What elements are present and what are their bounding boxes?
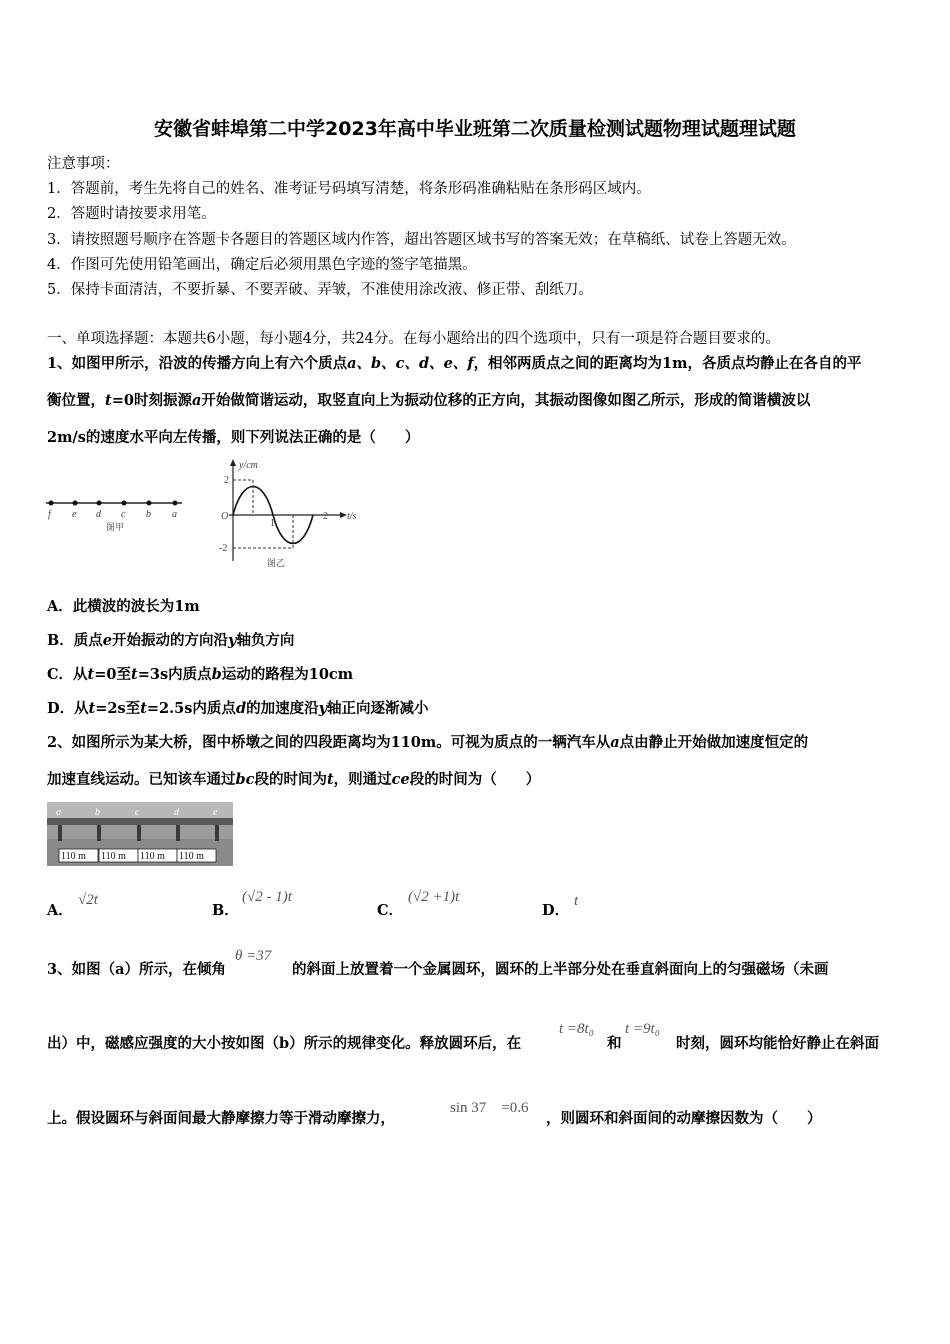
q1-text: =0时刻振源 — [111, 392, 192, 409]
q2-option-b-label[interactable]: B． — [212, 902, 239, 919]
x-tick-label: 1 — [270, 518, 275, 529]
q3-and: 和 — [607, 1035, 622, 1052]
y-axis-label: y/cm — [239, 460, 258, 471]
particle-label: b — [146, 509, 151, 520]
span-label: 110 m — [101, 851, 126, 862]
q1-option-a[interactable]: A．此横波的波长为1m — [47, 598, 200, 615]
bridge-pier — [215, 825, 219, 841]
q1-var: t — [105, 392, 112, 409]
x-axis-label: t/s — [347, 511, 357, 522]
opt-text: =3s内质点 — [137, 666, 212, 683]
particle-label: a — [172, 509, 177, 520]
q2-option-b-value: (√2 - 1)t — [242, 889, 292, 905]
opt-var: e — [102, 632, 112, 649]
pier-label: c — [135, 807, 140, 818]
notice-item: 5．保持卡面清洁，不要折暴、不要弄破、弄皱，不准使用涂改液、修正带、刮纸刀。 — [47, 282, 593, 298]
span-label: 110 m — [61, 851, 86, 862]
q2-option-d-label[interactable]: D． — [542, 902, 570, 919]
particle-label: e — [72, 509, 77, 520]
opt-text: B．质点 — [47, 632, 103, 649]
particle-dot — [73, 501, 78, 506]
pier-label: e — [213, 807, 218, 818]
opt-var: t — [88, 700, 96, 717]
opt-text: 运动的路程为10cm — [221, 666, 354, 683]
q2-option-a-label[interactable]: A． — [47, 902, 73, 919]
y-tick-label: 2 — [224, 475, 229, 486]
bridge-pier — [137, 825, 141, 841]
q1-line2 — [47, 389, 810, 410]
opt-text: C．从 — [47, 666, 88, 683]
q1-option-d[interactable] — [47, 697, 429, 718]
bridge-deck — [47, 818, 233, 825]
q1-line1 — [47, 352, 862, 373]
q3-line1-pre: 3、如图（a）所示，在倾角 — [47, 961, 226, 978]
opt-text: 轴负方向 — [236, 632, 295, 649]
x-axis-arrow — [340, 512, 347, 518]
x-tick-label: 2 — [323, 511, 328, 522]
opt-text: =2s至 — [95, 700, 141, 717]
bridge-pier — [97, 825, 101, 841]
q1-text: 1、如图甲所示，沿波的传播方向上有六个质点 — [47, 355, 348, 372]
pier-label: a — [56, 807, 61, 818]
q2-option-c-label[interactable]: C． — [377, 902, 404, 919]
figure-a — [40, 490, 190, 535]
opt-var: b — [211, 666, 222, 683]
particle-dot — [173, 501, 178, 506]
notice-item: 4．作图可先使用铅笔画出，确定后必须用黑色字迹的签字笔描黑。 — [47, 257, 477, 273]
span-label: 110 m — [140, 851, 165, 862]
y-axis-arrow — [230, 459, 236, 466]
span-label: 110 m — [179, 851, 204, 862]
q1-var: a — [191, 392, 202, 409]
figure-caption: 图甲 — [106, 522, 125, 532]
bridge-figure — [47, 802, 233, 866]
bridge-sky — [47, 802, 233, 818]
q2-var: t — [326, 771, 334, 788]
q1-points: a、b、c、d、e、f — [347, 355, 474, 372]
q3-line3-pre: 上。假设圆环与斜面间最大静摩擦力等于滑动摩擦力， — [47, 1110, 395, 1127]
opt-var: t — [140, 700, 147, 717]
notice-item: 3．请按照题号顺序在答题卡各题目的答题区域内作答，超出答题区域书写的答案无效；在草稿纸、试卷上答题无效。 — [47, 232, 796, 248]
q2-text: 段的时间为（ ） — [409, 771, 541, 788]
q2-line2 — [47, 768, 540, 789]
q3-angle-math: θ =37 — [235, 948, 272, 964]
particle-label: c — [121, 509, 126, 520]
q3-time-math-2: t =9t₀ — [625, 1021, 660, 1037]
opt-var: t — [131, 666, 138, 683]
particle-label: d — [96, 509, 101, 520]
q2-var: bc — [235, 771, 255, 788]
q1-line3: 2m/s的速度水平向左传播，则下列说法正确的是（ ） — [47, 429, 420, 446]
opt-text: D．从 — [47, 700, 89, 717]
q2-text: 加速直线运动。已知该车通过 — [47, 771, 236, 788]
q1-text: ，相邻两质点之间的距离均为1m，各质点均静止在各自的平 — [473, 355, 862, 372]
opt-text: 开始振动的方向沿 — [112, 632, 228, 649]
figure-b — [215, 456, 365, 568]
particle-dot — [97, 501, 102, 506]
q2-var: ce — [391, 771, 410, 788]
q2-option-c-value: (√2 +1)t — [408, 889, 460, 905]
particle-dot — [122, 501, 127, 506]
notice-item: 2．答题时请按要求用笔。 — [47, 206, 216, 222]
section-heading: 一、单项选择题：本题共6小题，每小题4分，共24分。在每小题给出的四个选项中，只有一项是符合题目要求的。 — [47, 331, 780, 347]
opt-var: d — [235, 700, 247, 717]
q2-text: 2、如图所示为某大桥，图中桥墩之间的四段距离均为110m。可视为质点的一辆汽车从 — [47, 734, 611, 751]
q2-text: 点由静止开始做加速度恒定的 — [619, 734, 809, 751]
q1-option-b[interactable] — [47, 629, 294, 650]
opt-text: =0至 — [94, 666, 131, 683]
q3-line2-pre: 出）中，磁感应强度的大小按如图（b）所示的规律变化。释放圆环后，在 — [47, 1035, 522, 1052]
opt-var: y — [228, 632, 237, 649]
bridge-pier — [176, 825, 180, 841]
opt-text: 轴正向逐渐减小 — [327, 700, 429, 717]
q2-option-a-value: √2t — [78, 892, 98, 908]
particle-label: f — [48, 509, 51, 520]
q3-line2-post: 时刻，圆环均能恰好静止在斜面 — [676, 1035, 879, 1052]
particle-dot — [147, 501, 152, 506]
opt-text: 的加速度沿 — [246, 700, 319, 717]
particle-dot — [49, 501, 54, 506]
figure-caption: 图乙 — [267, 558, 286, 568]
pier-label: b — [95, 807, 100, 818]
q3-time-math-1: t =8t₀ — [559, 1021, 594, 1037]
q1-option-c[interactable] — [47, 663, 353, 684]
q1-text: 开始做简谐运动，取竖直向上为振动位移的正方向，其振动图像如图乙所示，形成的简谐横波以 — [201, 392, 811, 409]
pier-label: d — [174, 807, 179, 818]
page-title: 安徽省蚌埠第二中学2023年高中毕业班第二次质量检测试题物理试题理试题 — [154, 118, 796, 140]
opt-var: y — [318, 700, 328, 717]
origin-label: O — [221, 511, 229, 522]
q2-text: 段的时间为 — [254, 771, 327, 788]
y-tick-label: -2 — [219, 543, 228, 554]
q2-option-d-value: t — [574, 893, 579, 909]
opt-text: =2.5s内质点 — [146, 700, 236, 717]
q2-line1 — [47, 731, 808, 752]
q2-var: a — [610, 734, 620, 751]
q3-sin-math: sin 37 =0.6 — [450, 1100, 529, 1116]
notice-heading: 注意事项： — [47, 156, 120, 172]
q3-line3-post: ，则圆环和斜面间的动摩擦因数为（ ） — [546, 1110, 822, 1127]
notice-item: 1．答题前，考生先将自己的姓名、准考证号码填写清楚，将条形码准确粘贴在条形码区域内。 — [47, 181, 651, 197]
q2-text: ，则通过 — [333, 771, 392, 788]
q1-text: 衡位置， — [47, 392, 105, 409]
opt-var: t — [87, 666, 95, 683]
q3-line1-post: 的斜面上放置着一个金属圆环，圆环的上半部分处在垂直斜面向上的匀强磁场（未画 — [292, 961, 829, 978]
bridge-pier — [58, 825, 62, 841]
